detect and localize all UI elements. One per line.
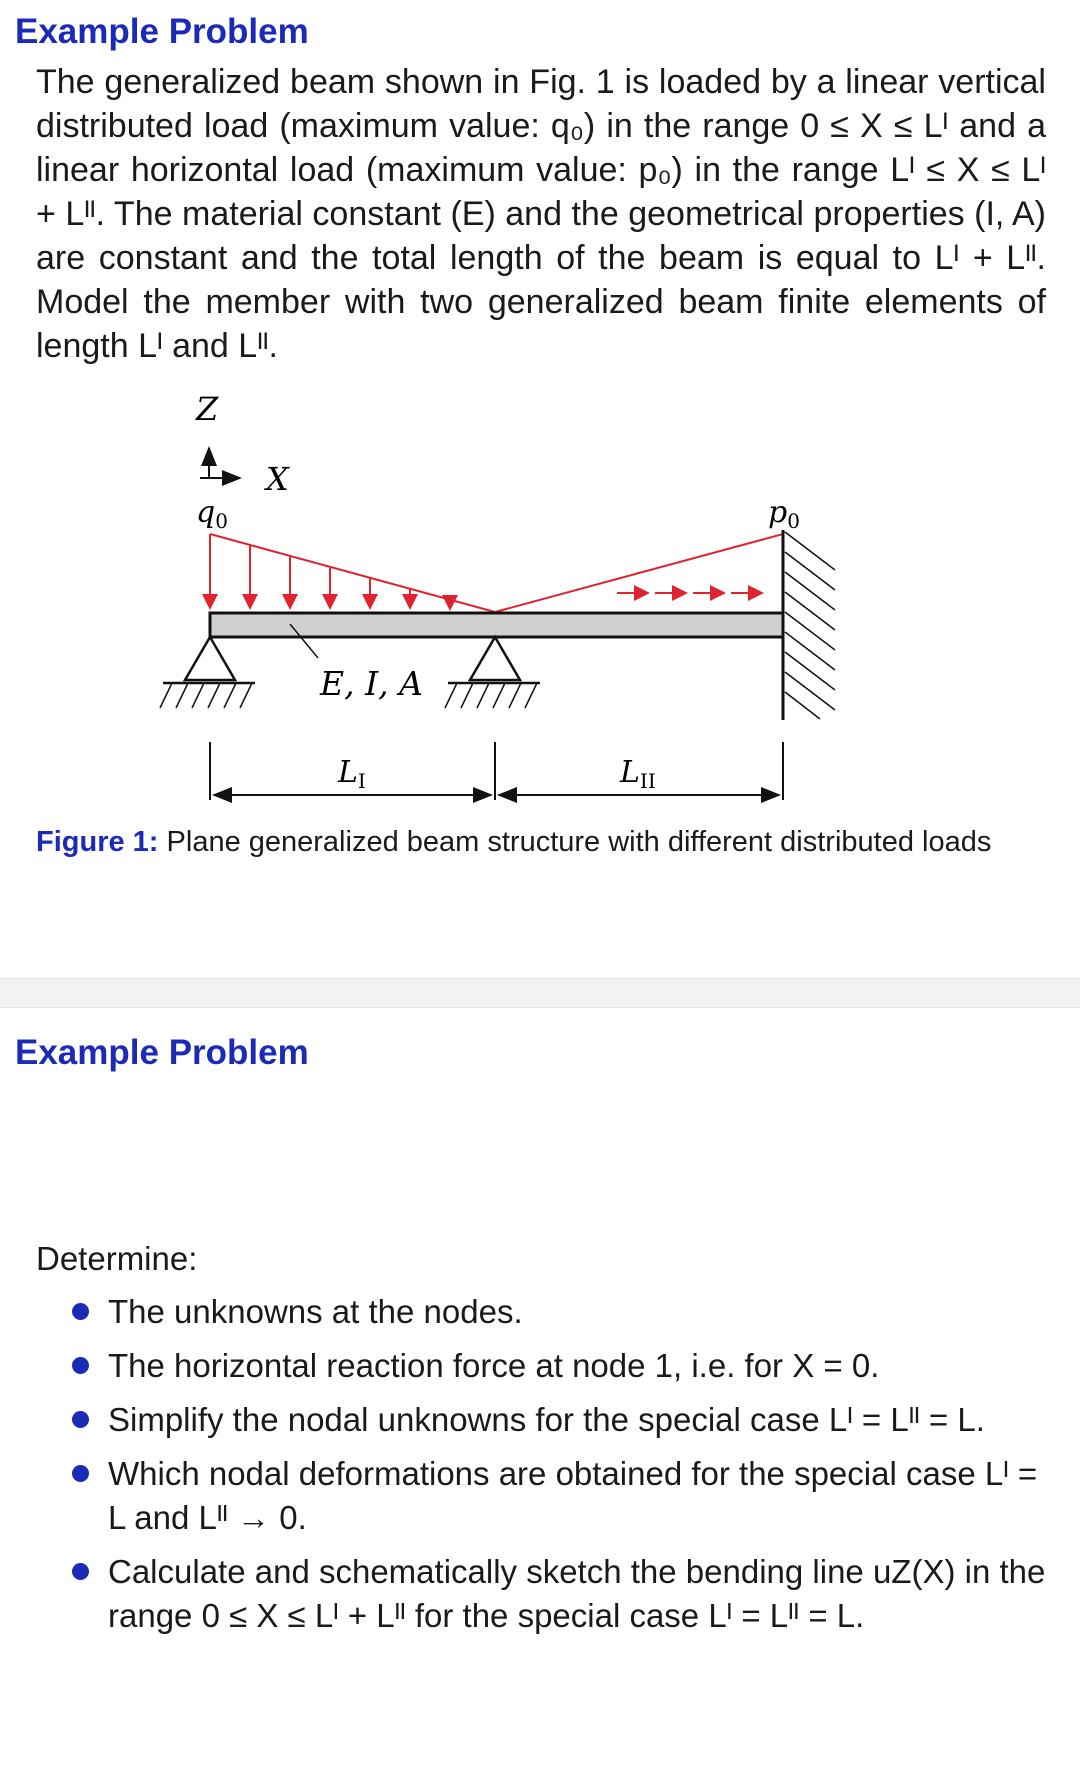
- determine-heading: Determine:: [36, 1240, 198, 1277]
- list-item: Calculate and schematically sketch the bending line uZ(X) in the range 0 ≤ X ≤ Lᴵ + Lᴵᴵ for the special case Lᴵ = Lᴵᴵ = L.: [60, 1550, 1050, 1638]
- fixed-wall: [783, 530, 835, 720]
- list-item: The unknowns at the nodes.: [60, 1290, 1050, 1334]
- slide-title: Example Problem: [15, 12, 309, 51]
- length-L1: $L_I$: [338, 755, 366, 793]
- vertical-distributed-load: [210, 534, 495, 612]
- length-L2: $L_{II}$: [620, 755, 656, 793]
- list-item: Simplify the nodal unknowns for the special case Lᴵ = Lᴵᴵ = L.: [60, 1398, 1050, 1442]
- pin-support-2: [445, 637, 540, 708]
- beam-properties: E, I, A: [320, 664, 423, 703]
- dimension-lines: [210, 742, 783, 800]
- horizontal-distributed-load: [495, 534, 783, 612]
- caption-label: Figure 1:: [36, 826, 159, 858]
- task-list: [60, 1290, 1050, 1648]
- p0-label: $p_0$: [768, 495, 800, 533]
- list-item: Which nodal deformations are obtained for the special case Lᴵ = L and Lᴵᴵ → 0.: [60, 1452, 1050, 1540]
- slide-title: Example Problem: [15, 1033, 309, 1072]
- figure-caption: [36, 823, 1046, 862]
- beam: [210, 613, 783, 637]
- problem-statement: The generalized beam shown in Fig. 1 is loaded by a linear vertical distributed load (maximum value: q₀) in the range 0 ≤ X ≤ Lᴵ and a linear horizontal load (maximum value: p₀) in the range Lᴵ ≤ X ≤ Lᴵ + Lᴵᴵ. The material constant (E) and the geometrical properties (I, A) are constant and the total length of the beam is equal to Lᴵ + Lᴵᴵ. Model the member with two generalized beam finite elements of length Lᴵ and Lᴵᴵ.: [36, 63, 1046, 365]
- axis-z-label: Z: [196, 390, 219, 428]
- beam-figure: [0, 370, 1080, 810]
- q0-label: $q_0$: [196, 495, 228, 533]
- list-item: The horizontal reaction force at node 1, i.e. for X = 0.: [60, 1344, 1050, 1388]
- pin-support-1: [160, 637, 255, 708]
- axis-x-label: X: [266, 460, 289, 498]
- slide-separator: [0, 978, 1080, 1008]
- coordinate-axes: [195, 390, 290, 498]
- caption-text: Plane generalized beam structure with different distributed loads: [166, 826, 992, 858]
